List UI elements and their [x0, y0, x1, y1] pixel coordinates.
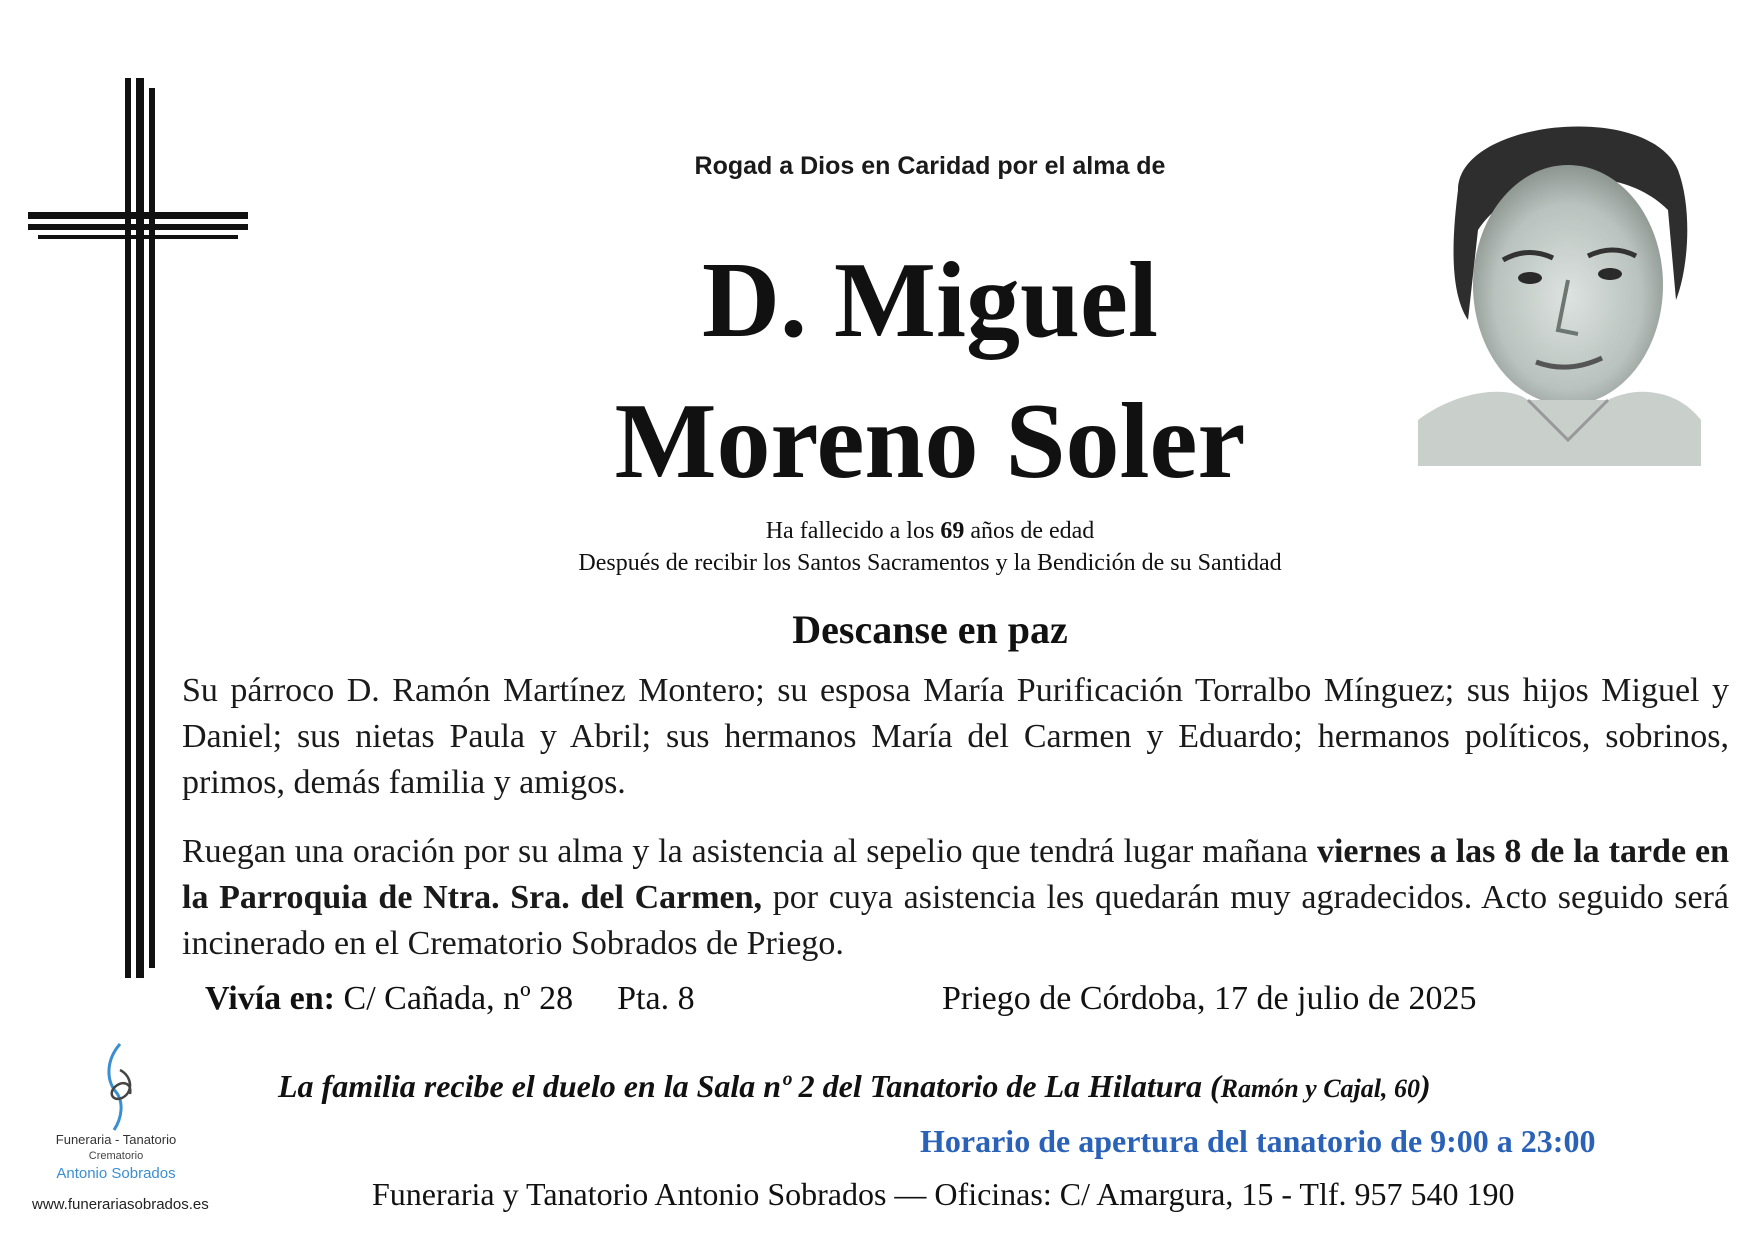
address-label: Vivía en:	[205, 980, 336, 1017]
website-link[interactable]: www.funerariasobrados.es	[32, 1196, 209, 1213]
burial-highlight: viernes a las 8 de la tarde en la Parroquia de Ntra. Sra. del Carmen,	[182, 833, 1729, 916]
address-line	[205, 980, 695, 1018]
logo-line3: Antonio Sobrados	[56, 1165, 176, 1182]
age-block	[400, 515, 1460, 579]
burial-paragraph: Ruegan una oración por su alma y la asistencia al sepelio que tendrá lugar mañana viernes a las 8 de la tarde en la Parroquia de Ntra. Sra. del Carmen, por cuya asistencia les quedarán muy agradecidos. Acto seguido será incinerado en el Crematorio Sobrados de Priego.	[182, 833, 1729, 962]
rip-heading: Descanse en paz	[792, 607, 1068, 652]
address-street: C/ Cañada, nº 28	[343, 980, 574, 1017]
sacraments-line: Después de recibir los Santos Sacramentos y la Bendición de su Santidad	[578, 550, 1282, 576]
logo-line2: Crematorio	[88, 1150, 144, 1162]
place-date: Priego de Córdoba, 17 de julio de 2025	[942, 980, 1477, 1017]
deceased-photo	[1418, 100, 1701, 466]
age-years: 69	[940, 518, 965, 544]
horario-line: Horario de apertura del tanatorio de 9:00 a 23:00	[920, 1123, 1596, 1159]
deceased-name-line1: D. Miguel	[702, 241, 1158, 360]
duelo-street: Ramón y Cajal, 60	[1220, 1074, 1420, 1103]
family-paragraph: Su párroco D. Ramón Martínez Montero; su esposa María Purificación Torralbo Mínguez; sus hijos Miguel y Daniel; sus nietas Paula y Abril; sus hermanos María del Carmen y Eduardo; hermanos políticos, sobrinos, primos, demás familia y amigos.	[182, 672, 1729, 801]
intro-text: Rogad a Dios en Caridad por el alma de	[694, 152, 1166, 180]
footer-line: Funeraria y Tanatorio Antonio Sobrados — Oficinas: C/ Amargura, 15 - Tlf. 957 540 190	[372, 1176, 1515, 1212]
funeral-home-logo-icon	[98, 1040, 142, 1132]
deceased-name-line2: Moreno Soler	[614, 382, 1246, 501]
duelo-line: La familia recibe el duelo en la Sala nº 2 del Tanatorio de La Hilatura (Ramón y Cajal, 60)	[278, 1068, 1431, 1104]
address-door: Pta. 8	[617, 980, 695, 1017]
logo-line1: Funeraria - Tanatorio	[55, 1132, 177, 1147]
age-line: Ha fallecido a los 69 años de edad	[765, 518, 1095, 544]
